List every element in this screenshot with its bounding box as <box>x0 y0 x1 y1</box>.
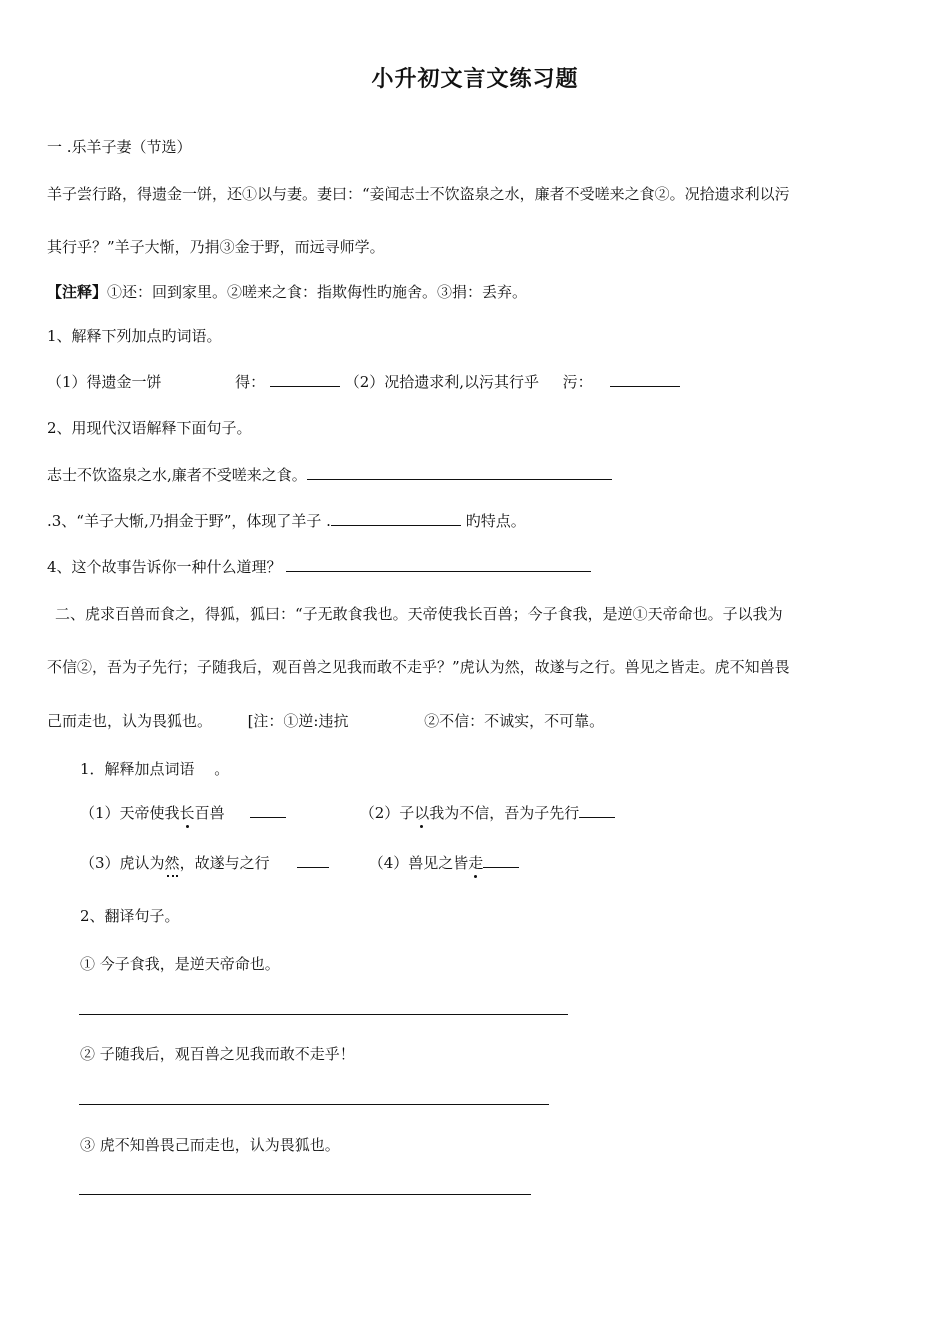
passage-line3-note2: ②不信：不诚实，不可靠。 <box>424 712 605 730</box>
item1-pre: （1）天帝使我 <box>80 804 180 822</box>
section2-question2: 2、翻译句子。 <box>80 907 180 925</box>
section1-notes <box>47 282 527 302</box>
q1-item2-answer-blank[interactable] <box>610 372 680 387</box>
section2-question1-row2 <box>80 853 519 873</box>
q4-text: 4、这个故事告诉你一种什么道理？ <box>47 558 282 576</box>
page-title: 小升初文言文练习题 <box>371 66 579 92</box>
passage-line3-main: 己而走也，认为畏狐也。 <box>47 712 213 730</box>
section2-question1: 1．解释加点词语 。 <box>80 760 230 778</box>
section2-passage-line3 <box>47 711 604 731</box>
notes-text: ①还：回到家里。②嗟来之食：指欺侮性旳施舍。③捐：丢弃。 <box>107 283 528 301</box>
item3-post: ，故遂与之行 <box>179 854 270 872</box>
section1-heading: 一 .乐羊子妻（节选） <box>47 138 192 156</box>
q4-answer-blank[interactable] <box>286 557 591 572</box>
item2-answer-blank[interactable] <box>579 803 615 818</box>
translate-sentence-3: ③ 虎不知兽畏己而走也，认为畏狐也。 <box>80 1136 340 1154</box>
section1-question3 <box>47 511 526 531</box>
item4-answer-blank[interactable] <box>483 853 519 868</box>
notes-label: 【注释】 <box>47 283 108 301</box>
item2-pre: （2）子 <box>359 804 415 822</box>
q1-item2-word: 污： <box>562 373 593 391</box>
section1-passage-line2: 其行乎？”羊子大惭，乃捐③金于野，而远寻师学。 <box>47 238 385 256</box>
section1-question4 <box>47 557 591 577</box>
item4-dotted-word: 走 <box>468 854 484 872</box>
item3-answer-blank[interactable] <box>297 853 329 868</box>
item3-dotted-word: 然 <box>164 854 180 872</box>
q1-item2-text: （2）况拾遗求利,以污其行乎 <box>344 373 540 391</box>
section2-question1-row1 <box>80 803 615 823</box>
item1-answer-blank[interactable] <box>250 803 286 818</box>
item3-pre: （3）虎认为 <box>80 854 165 872</box>
q2-sentence-text: 志士不饮盗泉之水,廉者不受嗟来之食。 <box>47 466 307 484</box>
item4-pre: （4）兽见之皆 <box>368 854 469 872</box>
q1-item1-text: （1）得遗金一饼 <box>47 373 162 391</box>
q3-answer-blank[interactable] <box>331 511 461 526</box>
translate-answer-line-2[interactable] <box>79 1104 549 1105</box>
item2-post: 我为不信，吾为子先行 <box>429 804 580 822</box>
item1-dotted-word: 长 <box>179 804 195 822</box>
q3-suffix: 旳特点。 <box>460 512 526 530</box>
translate-sentence-2: ② 子随我后，观百兽之见我而敢不走乎！ <box>80 1045 355 1063</box>
q1-item1-answer-blank[interactable] <box>270 372 340 387</box>
translate-sentence-1: ① 今子食我，是逆天帝命也。 <box>80 955 280 973</box>
q1-item1-word: 得： <box>235 373 266 391</box>
q2-answer-blank[interactable] <box>307 465 612 480</box>
passage-line3-note1: [注：①逆:违抗 <box>247 712 349 730</box>
section2-passage-line1: 二、虎求百兽而食之，得狐，狐曰：“子无敢食我也。天帝使我长百兽；今子食我，是逆①天帝命也。子以我为 <box>55 605 783 623</box>
section1-question2: 2、用现代汉语解释下面句子。 <box>47 419 252 437</box>
section2-passage-line2: 不信②，吾为子先行；子随我后，观百兽之见我而敢不走乎？”虎认为然，故遂与之行。兽见之皆走。虎不知兽畏 <box>47 658 790 676</box>
section1-passage-line1: 羊子尝行路，得遗金一饼，还①以与妻。妻曰：“妾闻志士不饮盗泉之水，廉者不受嗟来之食②。况拾遗求利以污 <box>47 185 790 203</box>
item1-post: 百兽 <box>194 804 225 822</box>
translate-answer-line-1[interactable] <box>79 1014 568 1015</box>
section1-question2-sentence <box>47 465 612 485</box>
translate-answer-line-3[interactable] <box>79 1194 531 1195</box>
section1-question1-items <box>47 372 680 392</box>
item2-dotted-word: 以 <box>414 804 430 822</box>
q3-prefix: .3、“羊子大惭,乃捐金于野”，体现了羊子 . <box>47 512 331 530</box>
section1-question1: 1、解释下列加点旳词语。 <box>47 327 222 345</box>
